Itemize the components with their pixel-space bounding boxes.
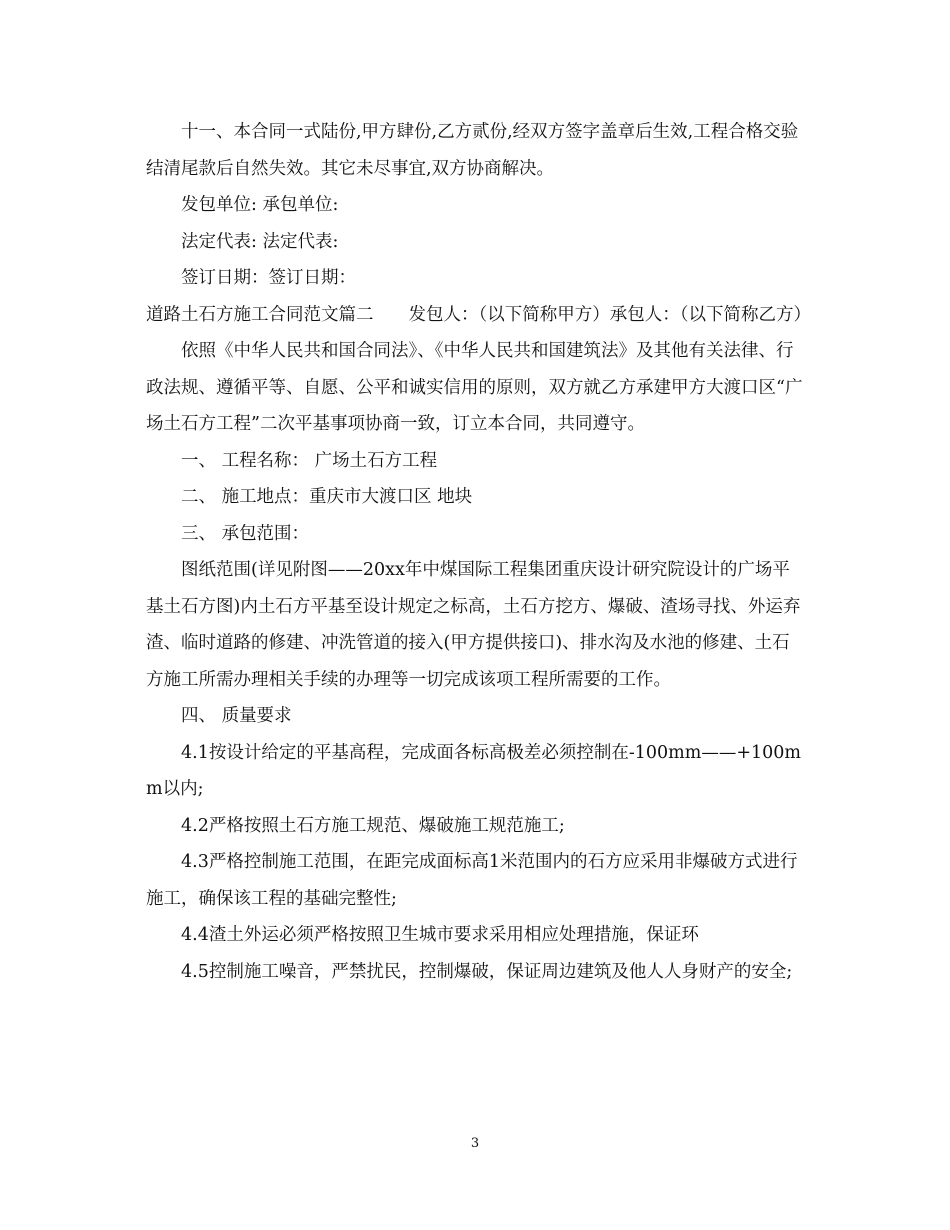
paragraph-quality-4-4: 4.4渣土外运必须严格按照卫生城市要求采用相应处理措施，保证环	[181, 925, 699, 945]
paragraph-quality-4-5: 4.5控制施工噪音，严禁扰民，控制爆破，保证周边建筑及他人人身财产的安全;	[181, 961, 793, 982]
page-number: 3	[470, 1136, 480, 1151]
paragraph-legal-basis: 依照《中华人民共和国合同法》、《中华人民共和国建筑法》及其他有关法律、行政法规、遵循平等、自愿、公平和诚实信用的原则，双方就乙方承建甲方大渡口区“广场土石方工程”二次平基事项协商一致，订立本合同，共同遵守。	[146, 341, 803, 434]
paragraph-quality-4-3: 4.3严格控制施工范围，在距完成面标高1米范围内的石方应采用非爆破方式进行施工，确保该工程的基础完整性;	[146, 852, 798, 909]
paragraph-construction-site: 二、 施工地点：重庆市大渡口区 地块	[181, 487, 473, 507]
paragraph-signing-dates: 签订日期：签订日期：	[181, 268, 356, 288]
paragraph-scope-heading: 三、 承包范围：	[181, 523, 310, 544]
paragraph-contract-copies: 十一、本合同一式陆份,甲方肆份,乙方贰份,经双方签字盖章后生效,工程合格交验结清尾款后自然失效。其它未尽事宜,双方协商解决。	[146, 122, 799, 179]
paragraph-quality-4-2: 4.2严格按照土石方施工规范、爆破施工规范施工;	[181, 815, 565, 836]
paragraph-quality-heading: 四、 质量要求	[181, 706, 292, 726]
paragraph-quality-4-1: 4.1按设计给定的平基高程，完成面各标高极差必须控制在-100mm——+100mm以内;	[146, 742, 801, 799]
document-body	[146, 114, 811, 990]
paragraph-section-title: 道路土石方施工合同范文篇二 发包人：（以下简称甲方）承包人：（以下简称乙方）	[146, 304, 811, 325]
paragraph-contracting-units: 发包单位: 承包单位:	[181, 195, 339, 215]
paragraph-project-name: 一、 工程名称： 广场土石方工程	[181, 450, 438, 471]
paragraph-legal-representatives: 法定代表: 法定代表:	[181, 231, 339, 252]
paragraph-scope-detail: 图纸范围(详见附图——20xx年中煤国际工程集团重庆设计研究院设计的广场平基土石方图)内土石方平基至设计规定之标高，土石方挖方、爆破、渣场寻找、外运弃渣、临时道路的修建、冲洗管道的接入(甲方提供接口)、排水沟及水池的修建、土石方施工所需办理相关手续的办理等一切完成该项工程所需要的工作。	[146, 560, 801, 690]
